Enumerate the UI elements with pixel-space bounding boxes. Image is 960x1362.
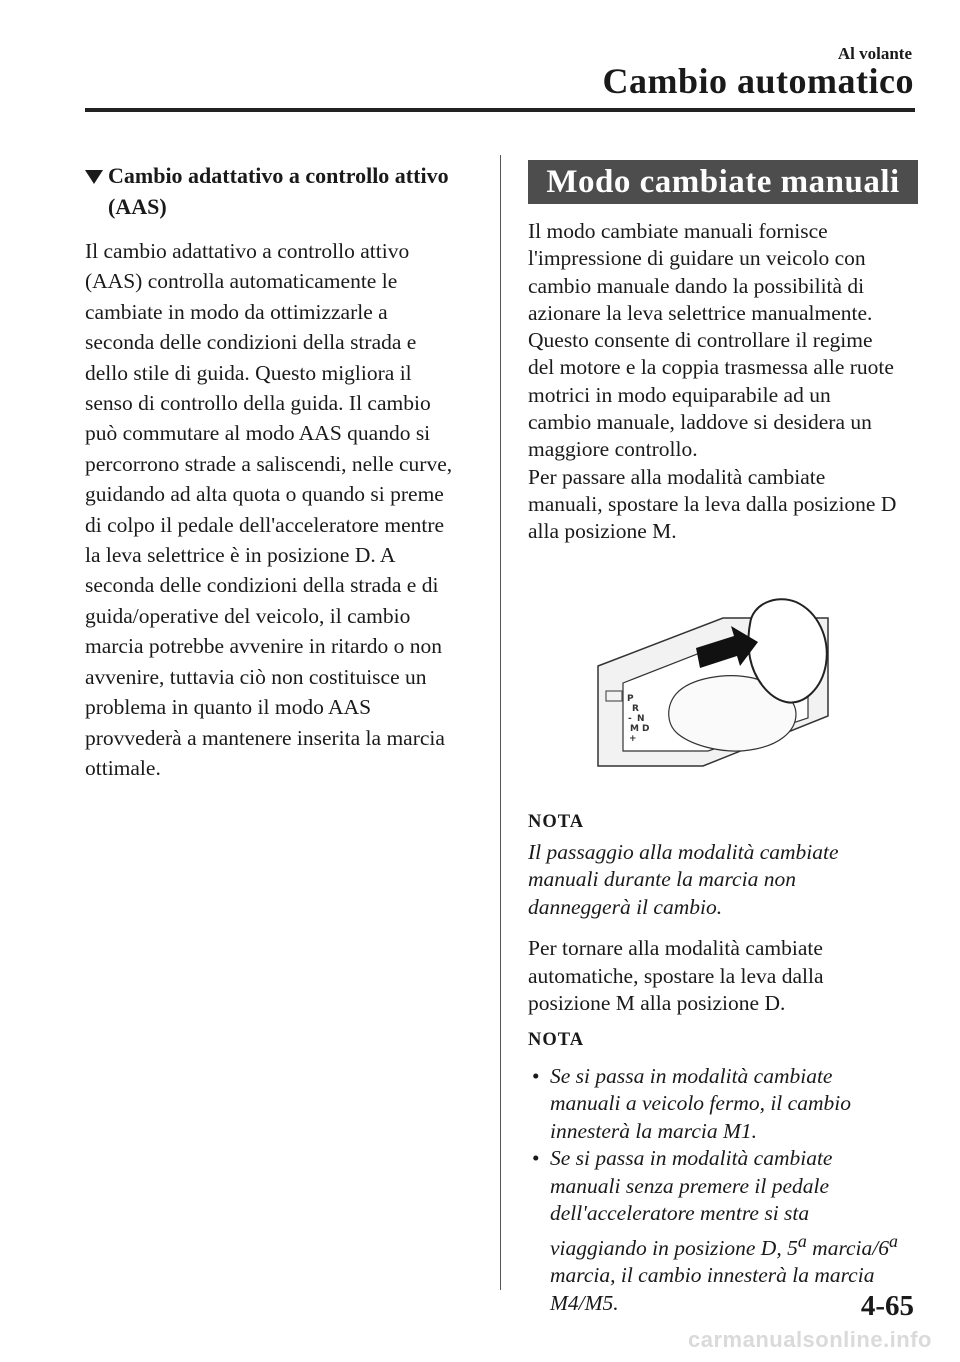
intro-line: alla posizione M. [528, 519, 677, 544]
manual-mode-section-title: Modo cambiate manuali [528, 160, 918, 204]
body-line: (AAS) controlla automaticamente le [85, 269, 398, 294]
body-line: seconda delle condizioni della strada e di [85, 573, 439, 598]
intro-line: del motore e la coppia trasmessa alle ruote [528, 355, 894, 380]
header-rule [85, 108, 915, 112]
body-line: marcia potrebbe avvenire in ritardo o non [85, 634, 442, 659]
bullet-line: Se si passa in modalità cambiate [550, 1063, 833, 1088]
page-number: 4-65 [860, 1290, 914, 1322]
body-line: di colpo il pedale dell'acceleratore mentre [85, 512, 445, 537]
gate-label-m: M [630, 723, 639, 734]
body-line: avvenire, tuttavia ciò non costituisce un [85, 664, 427, 689]
shift-lever-svg [528, 566, 918, 776]
body-line: provvederà a mantenere inserita la marcia [85, 725, 445, 750]
bullet-line: innesterà la marcia M1. [550, 1118, 758, 1143]
intro-line: maggiore controllo. [528, 437, 698, 462]
intro-line: azionare la leva selettrice manualmente. [528, 300, 873, 325]
right-column [528, 160, 918, 1317]
gate-label-r: R [632, 703, 639, 714]
note-bullet-list [528, 1063, 918, 1318]
ordinal-superscript: a [889, 1230, 898, 1251]
intro-line: Per passare alla modalità cambiate [528, 464, 826, 489]
paragraph-line: posizione M alla posizione D. [528, 991, 786, 1016]
aas-subheading-line1: Cambio adattativo a controllo attivo [108, 163, 449, 188]
intro-line: cambio manuale, laddove si desidera un [528, 410, 872, 435]
aas-subheading-line2: (AAS) [108, 194, 167, 219]
body-line: ottimale. [85, 755, 161, 780]
body-line: Il cambio adattativo a controllo attivo [85, 239, 410, 263]
aas-subheading [85, 160, 470, 222]
bullet-line: marcia, il cambio innesterà la marcia [550, 1263, 875, 1288]
aas-body [85, 236, 470, 783]
gate-label-d: D [642, 723, 650, 734]
shift-lever-illustration [528, 566, 918, 776]
return-to-auto-paragraph [528, 935, 918, 1018]
note-line: Il passaggio alla modalità cambiate [528, 839, 839, 864]
body-line: dello stile di guida. Questo migliora il [85, 360, 412, 385]
gate-label-n: N [637, 713, 645, 724]
gate-label-p: P [627, 693, 634, 704]
gate-label-minus: - [628, 713, 632, 724]
body-line: guidando ad alta quota o quando si preme [85, 482, 444, 507]
body-line: può commutare al modo AAS quando si [85, 421, 431, 446]
intro-line: l'impressione di guidare un veicolo con [528, 246, 866, 271]
bullet-line: Se si passa in modalità cambiate [550, 1146, 833, 1171]
left-column [85, 160, 470, 783]
body-line: percorrono strade a saliscendi, nelle curve, [85, 451, 453, 476]
note-line: manuali durante la marcia non [528, 867, 796, 892]
body-line: cambiate in modo da ottimizzarle a [85, 299, 388, 324]
bullet-text: marcia/6 [806, 1235, 890, 1260]
paragraph-line: Per tornare alla modalità cambiate [528, 936, 823, 961]
body-line: seconda delle condizioni della strada e [85, 330, 417, 355]
note-bullet-item [528, 1063, 918, 1146]
watermark: carmanualsonline.info [688, 1327, 932, 1352]
note-text [528, 839, 918, 922]
intro-line: cambio manuale dando la possibilità di [528, 273, 865, 298]
body-line: problema in quanto il modo AAS [85, 695, 372, 720]
column-divider [500, 155, 501, 1290]
bullet-dot-icon: • [532, 1063, 540, 1088]
note-label: NOTA [528, 811, 585, 832]
bullet-line: M4/M5. [550, 1290, 619, 1315]
bullet-line [550, 1228, 918, 1263]
note-bullet-item [528, 1145, 918, 1317]
note-line: danneggerà il cambio. [528, 894, 723, 919]
running-header-section: Al volante [837, 44, 912, 63]
intro-line: motrici in modo equiparabile ad un [528, 382, 831, 407]
gate-label-plus: + [629, 733, 637, 744]
intro-line: Questo consente di controllare il regime [528, 328, 873, 353]
running-header-title: Cambio automatico [602, 61, 914, 101]
body-line: guida/operative del veicolo, il cambio [85, 603, 411, 628]
intro-line: manuali, spostare la leva dalla posizione D [528, 491, 897, 516]
triangle-bullet-icon [85, 170, 103, 184]
body-line: senso di controllo della guida. Il cambio [85, 391, 431, 416]
bullet-line: dell'acceleratore mentre si sta [550, 1201, 810, 1226]
body-line: la leva selettrice è in posizione D. A [85, 543, 396, 568]
bullet-line: manuali senza premere il pedale [550, 1173, 830, 1198]
bullet-text: viaggiando in posizione D, 5 [550, 1235, 798, 1260]
bullet-line: manuali a veicolo fermo, il cambio [550, 1091, 851, 1116]
bullet-dot-icon: • [532, 1146, 540, 1171]
ordinal-superscript: a [797, 1230, 807, 1251]
note-label: NOTA [528, 1029, 585, 1050]
manual-mode-intro [528, 218, 918, 546]
intro-line: Il modo cambiate manuali fornisce [528, 219, 828, 243]
paragraph-line: automatiche, spostare la leva dalla [528, 963, 824, 988]
